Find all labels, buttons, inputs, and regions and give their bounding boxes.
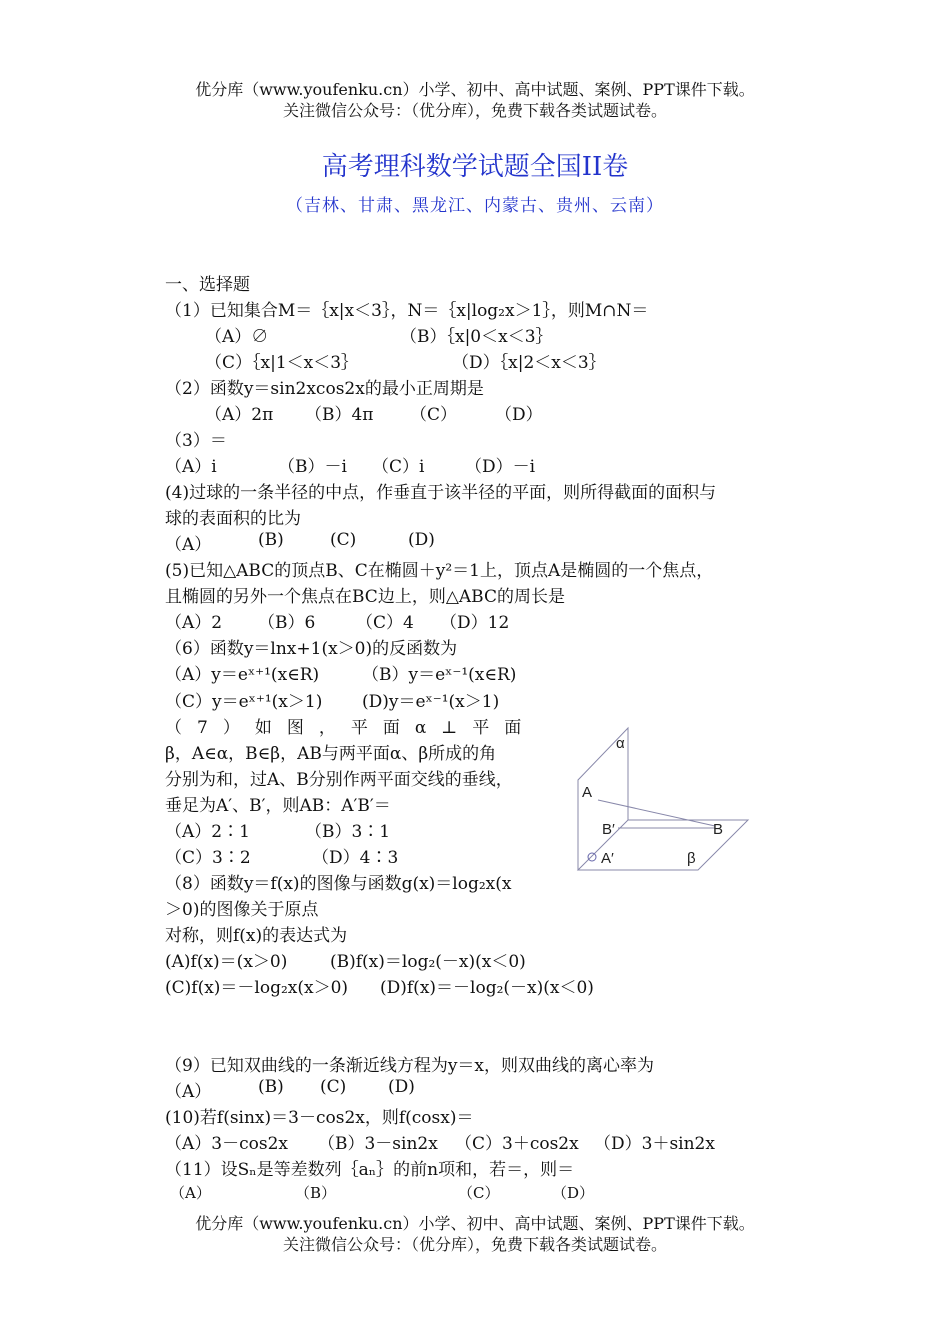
header-line-1: 优分库（www.youfenku.cn）小学、初中、高中试题、案例、PPT课件下载。 xyxy=(195,80,755,99)
q4-option-c: (C) xyxy=(330,530,357,550)
segment-ab xyxy=(598,800,715,826)
q4-stem-line-2: 球的表面积的比为 xyxy=(165,509,301,529)
q2-stem: （2）函数y＝sin2xcos2x的最小正周期是 xyxy=(165,379,484,399)
q10-option-c: （C）3＋cos2x xyxy=(455,1134,579,1154)
q9-option-d: (D) xyxy=(388,1077,415,1097)
q11-option-b: （B） xyxy=(295,1184,337,1202)
q7-option-a: （A）2∶1 xyxy=(165,822,250,842)
q3-stem: （3）＝ xyxy=(165,431,227,451)
q1-option-c: （C）｛x|1＜x＜3｝ xyxy=(205,353,359,373)
footer-line-1: 优分库（www.youfenku.cn）小学、初中、高中试题、案例、PPT课件下载。 xyxy=(195,1214,755,1233)
point-aprime-marker xyxy=(588,853,596,861)
label-bprime: B′ xyxy=(602,821,615,838)
q7-option-b: （B）3∶1 xyxy=(305,822,391,842)
q8-option-c: (C)f(x)＝－log₂x(x＞0) xyxy=(165,978,349,998)
q1-option-b: （B）｛x|0＜x＜3｝ xyxy=(400,327,553,347)
q8-stem-line-2: ＞0)的图像关于原点 xyxy=(165,900,319,920)
q5-option-d: （D）12 xyxy=(440,613,510,633)
q4-option-a: （A） xyxy=(165,535,212,555)
q10-stem: (10)若f(sinx)＝3－cos2x，则f(cosx)＝ xyxy=(165,1108,474,1128)
footer-line-2: 关注微信公众号：（优分库），免费下载各类试题试卷。 xyxy=(282,1235,667,1254)
q8-option-d: (D)f(x)＝－log₂(－x)(x＜0) xyxy=(380,978,594,998)
q5-option-b: （B）6 xyxy=(258,613,316,633)
q6-stem: （6）函数y＝lnx+1(x＞0)的反函数为 xyxy=(165,639,458,659)
q2-option-d: （D） xyxy=(495,405,543,425)
q4-stem-line-1: (4)过球的一条半径的中点，作垂直于该半径的平面，则所得截面的面积与 xyxy=(165,483,717,503)
q7-stem-line-4: 垂足为A′、B′，则AB：A′B′＝ xyxy=(165,796,391,816)
label-alpha: α xyxy=(616,735,625,752)
q7-stem-line-1: （7）如图，平面α⊥平面 xyxy=(165,718,537,738)
q10-option-a: （A）3－cos2x xyxy=(165,1134,288,1154)
q3-option-a: （A）i xyxy=(165,457,217,477)
q5-stem-line-1: (5)已知△ABC的顶点B、C在椭圆＋y²＝1上，顶点A是椭圆的一个焦点， xyxy=(165,561,714,581)
q10-option-d: （D）3＋sin2x xyxy=(594,1134,715,1154)
q6-option-b: （B）y＝eˣ⁻¹(x∈R) xyxy=(362,665,517,685)
q6-option-a: （A）y＝eˣ⁺¹(x∈R) xyxy=(165,665,320,685)
q8-stem-line-3: 对称，则f(x)的表达式为 xyxy=(165,926,348,946)
label-beta: β xyxy=(687,850,696,867)
q9-stem: （9）已知双曲线的一条渐近线方程为y＝x，则双曲线的离心率为 xyxy=(165,1056,655,1076)
q8-option-a: (A)f(x)＝(x＞0) xyxy=(165,952,288,972)
q2-option-b: （B）4π xyxy=(305,405,374,425)
label-aprime: A′ xyxy=(601,850,614,867)
q1-stem: （1）已知集合M＝｛x|x＜3｝，N＝｛x|log₂x＞1｝，则M∩N＝ xyxy=(165,301,649,321)
q9-option-b: (B) xyxy=(258,1077,284,1097)
q11-option-c: （C） xyxy=(458,1184,500,1202)
q2-option-a: （A）2π xyxy=(205,405,274,425)
q8-option-b: (B)f(x)＝log₂(－x)(x＜0) xyxy=(330,952,526,972)
q7-option-d: （D）4∶3 xyxy=(312,848,399,868)
q5-option-a: （A）2 xyxy=(165,613,223,633)
q3-option-d: （D）－i xyxy=(465,457,536,477)
q3-option-c: （C）i xyxy=(372,457,425,477)
q9-option-a: （A） xyxy=(165,1082,212,1102)
q11-option-a: （A） xyxy=(170,1184,211,1202)
q2-option-c: （C） xyxy=(410,405,458,425)
q1-option-a: （A）∅ xyxy=(205,327,269,347)
q1-option-d: （D）｛x|2＜x＜3｝ xyxy=(452,353,606,373)
q6-option-d: (D)y＝eˣ⁻¹(x＞1) xyxy=(362,692,500,712)
q6-option-c: （C）y＝eˣ⁺¹(x＞1) xyxy=(165,692,323,712)
header-line-2: 关注微信公众号：（优分库），免费下载各类试题试卷。 xyxy=(282,101,667,120)
q7-planes-diagram xyxy=(570,720,760,880)
section-heading: 一、选择题 xyxy=(165,275,250,295)
q3-option-b: （B）－i xyxy=(278,457,347,477)
q10-option-b: （B）3－sin2x xyxy=(318,1134,438,1154)
q7-stem-line-3: 分别为和，过A、B分别作两平面交线的垂线， xyxy=(165,770,513,790)
page-title: 高考理科数学试题全国II卷 xyxy=(321,152,629,182)
q11-option-d: （D） xyxy=(552,1184,595,1202)
q7-stem-line-2: β，A∈α，B∈β，AB与两平面α、β所成的角 xyxy=(165,744,497,764)
label-a: A xyxy=(582,784,593,801)
q5-stem-line-2: 且椭圆的另外一个焦点在BC边上，则△ABC的周长是 xyxy=(165,587,565,607)
page-subtitle: （吉林、甘肃、黑龙江、内蒙古、贵州、云南） xyxy=(286,196,664,216)
q4-option-d: (D) xyxy=(408,530,435,550)
q8-stem-line-1: （8）函数y＝f(x)的图像与函数g(x)＝log₂x(x xyxy=(165,874,512,894)
q7-option-c: （C）3∶2 xyxy=(165,848,251,868)
q5-option-c: （C）4 xyxy=(356,613,414,633)
q11-stem: （11）设Sₙ是等差数列｛aₙ｝的前n项和，若＝，则＝ xyxy=(165,1160,575,1180)
label-b: B xyxy=(713,821,724,838)
q4-option-b: (B) xyxy=(258,530,284,550)
q9-option-c: (C) xyxy=(320,1077,347,1097)
